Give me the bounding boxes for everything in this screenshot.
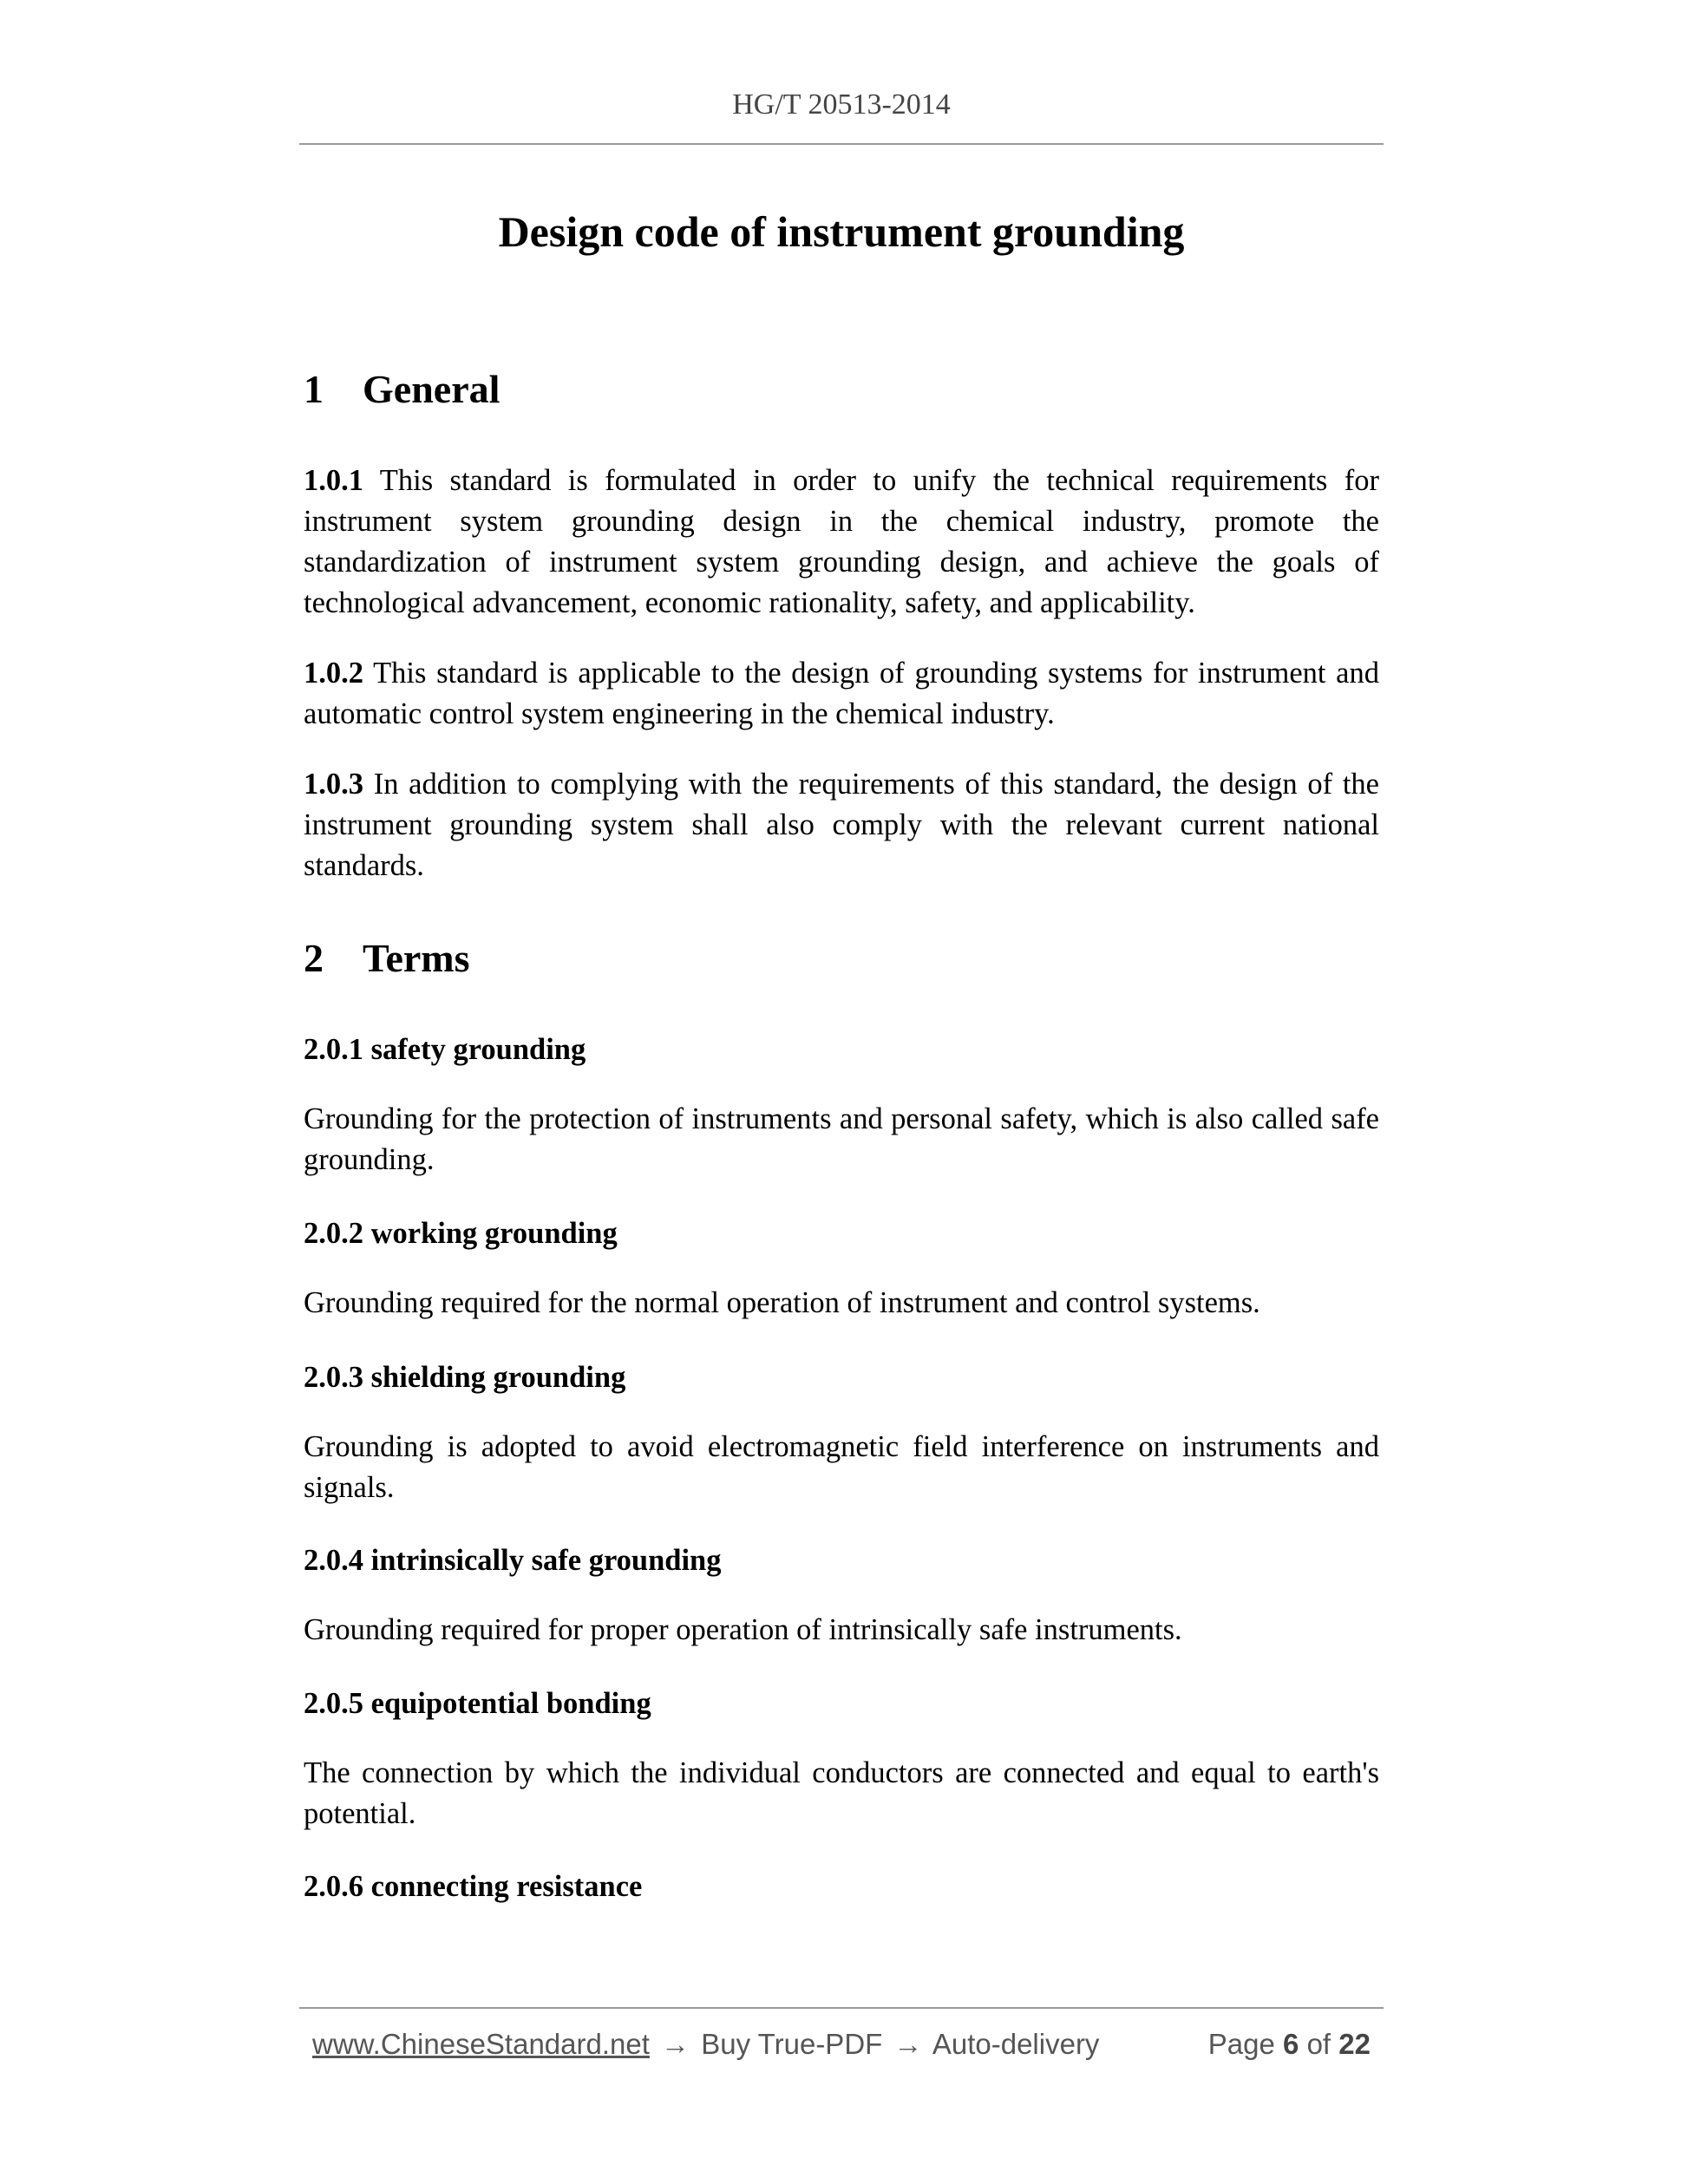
footer-divider: [299, 2007, 1384, 2009]
term-definition-safety-grounding: Grounding for the protection of instruments and personal safety, which is also called safe grounding.: [304, 1102, 1379, 1176]
footer: [312, 2028, 1371, 2061]
clause-number: 1.0.2: [304, 657, 363, 690]
header-standard-code: HG/T 20513-2014: [732, 88, 951, 121]
auto-delivery-label: Auto-delivery: [932, 2028, 1100, 2060]
term-definition-working-grounding: Grounding required for the normal operation of instrument and control systems.: [304, 1286, 1260, 1319]
term-definition-intrinsically-safe-grounding: Grounding required for proper operation of intrinsically safe instruments.: [304, 1613, 1182, 1646]
page-indicator: [1208, 2028, 1371, 2061]
term-heading-intrinsically-safe-grounding: 2.0.4 intrinsically safe grounding: [304, 1544, 722, 1577]
document-title: Design code of instrument grounding: [498, 207, 1185, 256]
clause-text: In addition to complying with the requirements of this standard, the design of the instrument grounding system shall also comply with the relevant current national standards.: [304, 768, 1379, 882]
page-of-label: of: [1306, 2028, 1331, 2060]
clause-number: 1.0.1: [304, 464, 363, 497]
page-label: Page: [1207, 2028, 1275, 2060]
term-heading-shielding-grounding: 2.0.3 shielding grounding: [304, 1361, 626, 1394]
clause-number: 1.0.3: [304, 768, 363, 801]
clause-1-0-2: [304, 653, 1379, 735]
site-link[interactable]: www.ChineseStandard.net: [312, 2028, 650, 2060]
section-title: General: [363, 367, 501, 411]
section-title: Terms: [363, 936, 470, 980]
term-definition-equipotential-bonding: The connection by which the individual conductors are connected and equal to earth's potential.: [304, 1756, 1379, 1830]
term-heading-equipotential-bonding: 2.0.5 equipotential bonding: [304, 1687, 651, 1720]
term-heading-working-grounding: 2.0.2 working grounding: [304, 1217, 618, 1250]
arrow-right-icon: →: [893, 2028, 923, 2060]
page-total: 22: [1338, 2028, 1371, 2060]
term-definition-shielding-grounding: Grounding is adopted to avoid electromagnetic field interference on instruments and signals.: [304, 1430, 1379, 1504]
arrow-right-icon: →: [661, 2028, 690, 2060]
section-number: 1: [304, 367, 324, 411]
clause-1-0-1: [304, 461, 1379, 624]
section-heading-terms: [304, 935, 470, 981]
section-heading-general: [304, 366, 500, 412]
term-heading-safety-grounding: 2.0.1 safety grounding: [304, 1033, 586, 1066]
buy-true-pdf-link[interactable]: Buy True-PDF: [701, 2028, 883, 2060]
header-divider: [299, 143, 1384, 145]
term-heading-connecting-resistance: 2.0.6 connecting resistance: [304, 1870, 643, 1903]
clause-1-0-3: [304, 764, 1379, 886]
clause-text: This standard is applicable to the design of grounding systems for instrument and automatic control system engineering in the chemical industry.: [304, 657, 1379, 730]
section-number: 2: [304, 936, 324, 980]
clause-text: This standard is formulated in order to unify the technical requirements for instrument system grounding design in the chemical industry, promote the standardization of instrument system grounding design, and achieve the goals of technological advancement, economic rationality, safety, and applicability.: [304, 464, 1379, 619]
page-current: 6: [1283, 2028, 1299, 2060]
